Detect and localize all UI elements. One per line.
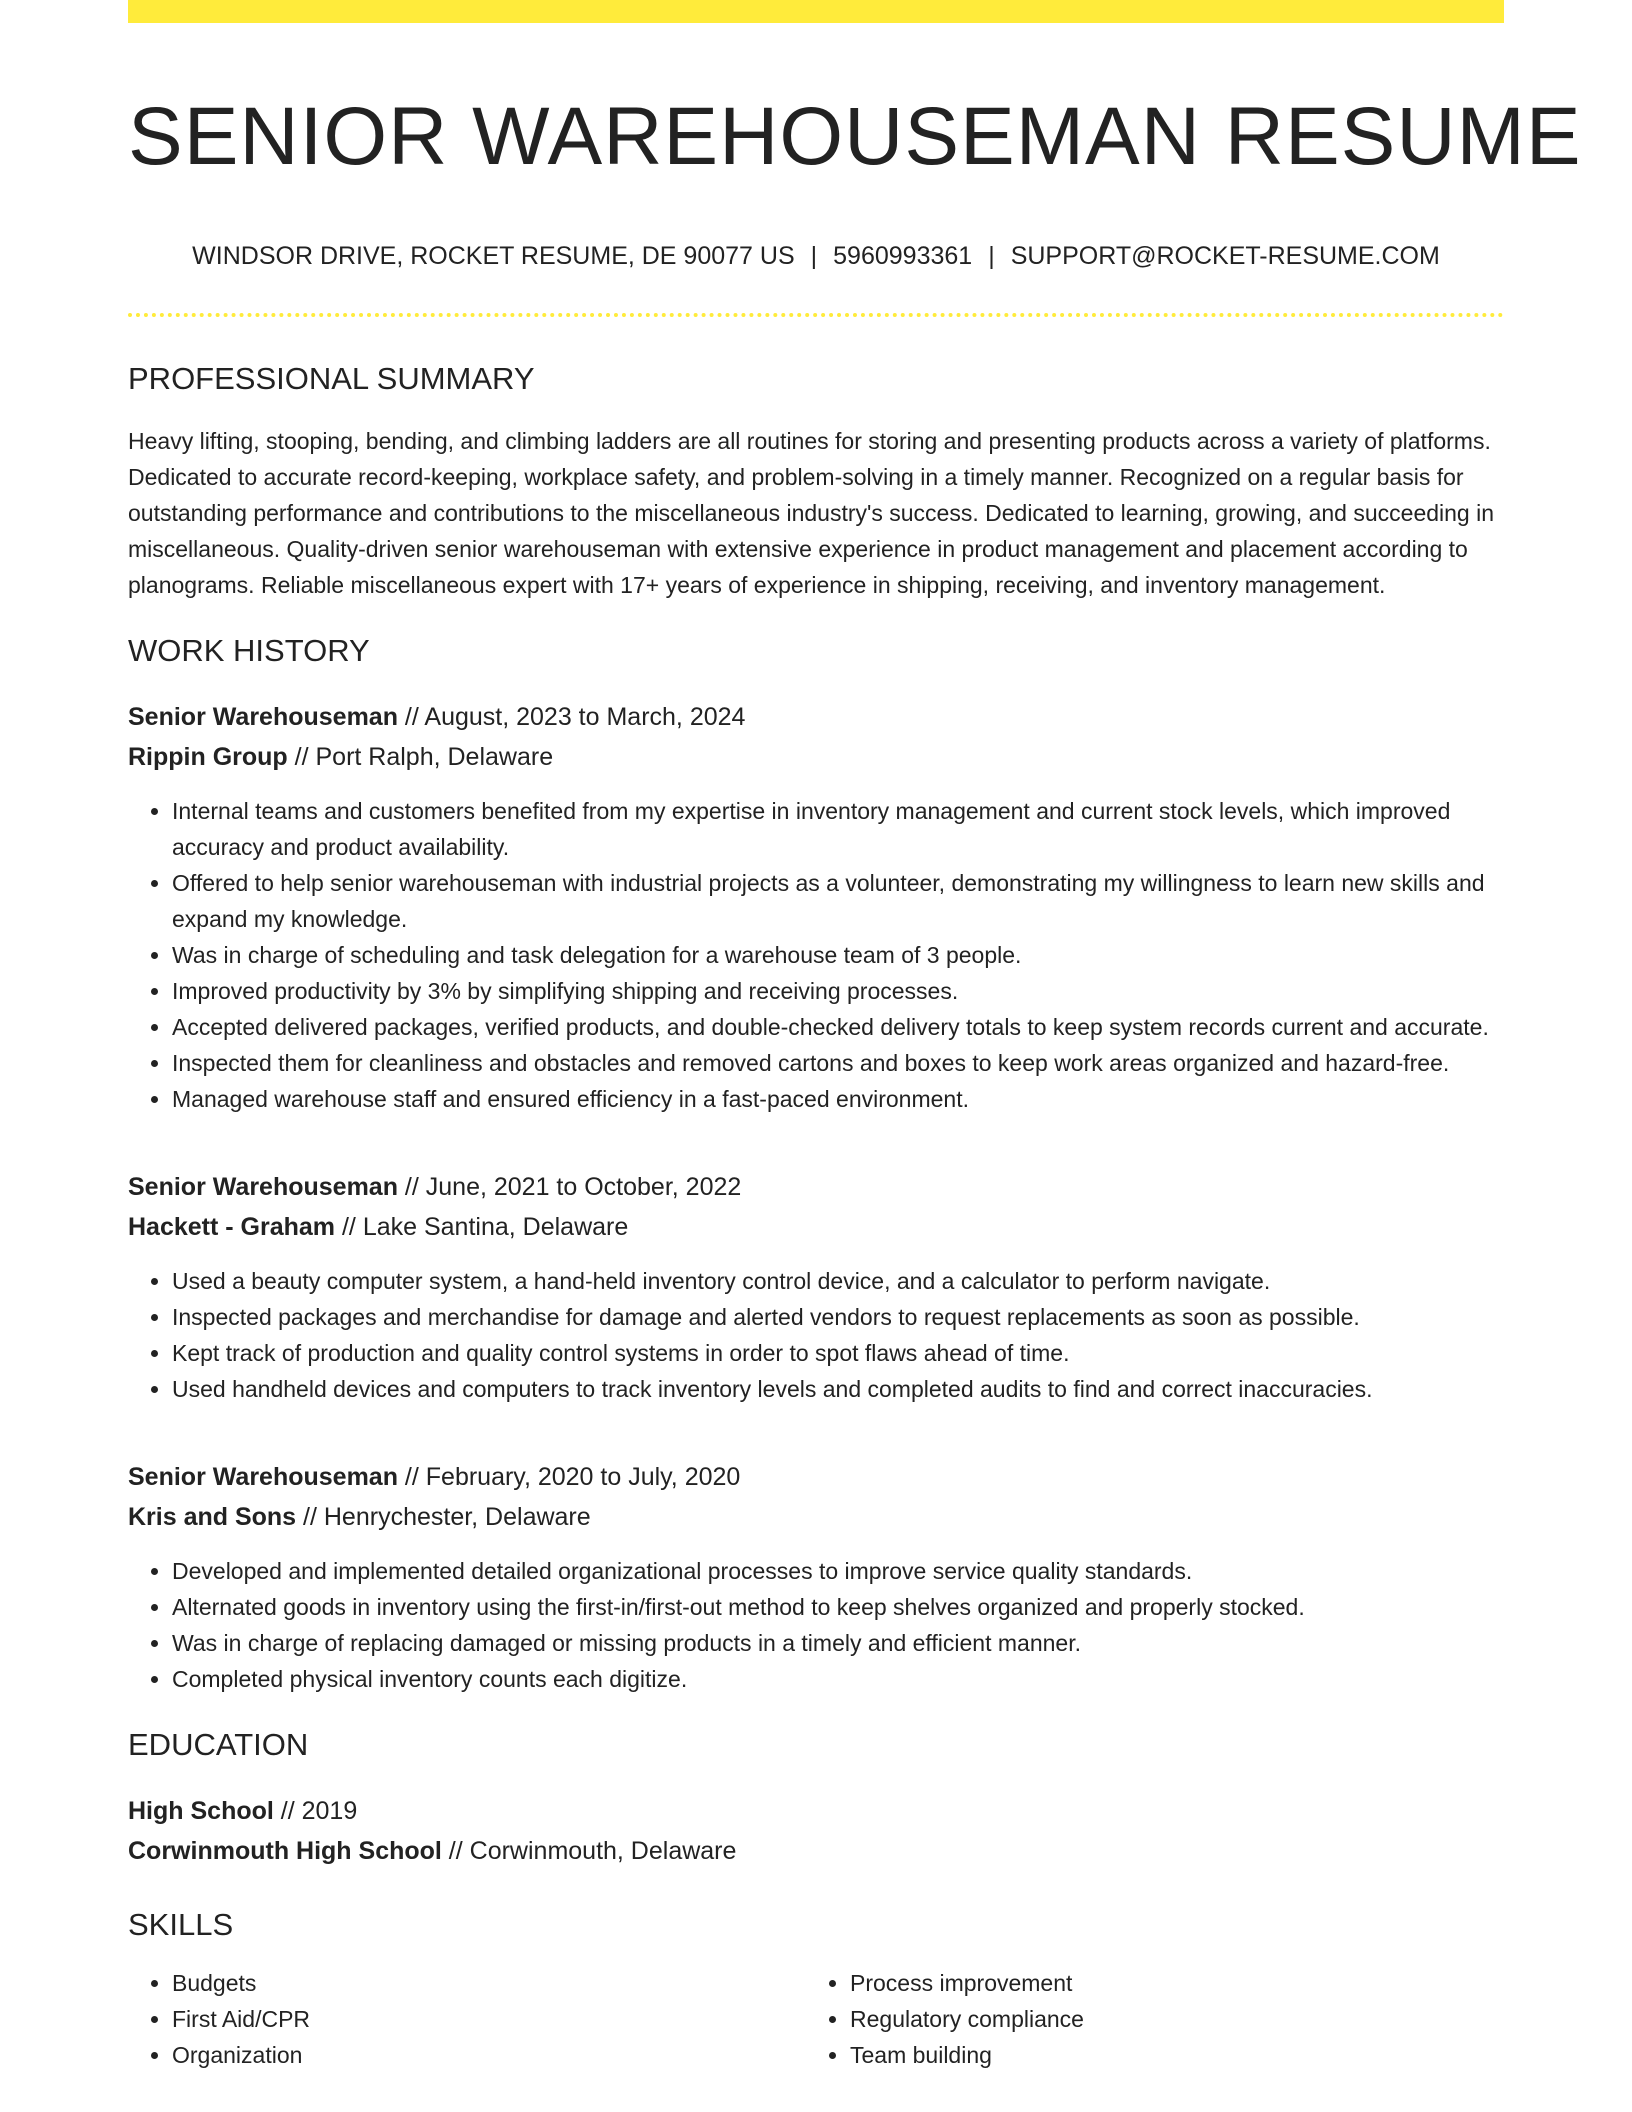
dotted-divider [128,313,1504,317]
job-entry [128,697,1504,1117]
address-text: WINDSOR DRIVE, ROCKET RESUME, DE 90077 US [192,242,795,270]
job-entry [128,1167,1504,1407]
summary-text: Heavy lifting, stooping, bending, and climbing ladders are all routines for storing and presenting products across a variety of platforms. Dedicated to accurate record-keeping, workplace safety, and problem-solving in a timely manner. Recognized on a regular basis for outstanding performance and contributions to the miscellaneous industry's success. Dedicated to learning, growing, and succeeding in miscellaneous. Quality-driven senior warehouseman with extensive experience in product management and placement according to planograms. Reliable miscellaneous expert with 17+ years of experience in shipping, receiving, and inventory management. [128,428,1495,598]
school-line [128,1831,1504,1871]
skills-heading: SKILLS [128,1907,234,1942]
school-location: // Corwinmouth, Delaware [441,1837,737,1865]
job-bullets [128,1263,1504,1407]
job-company-line [128,1207,1504,1247]
skills-columns [128,1965,1504,2073]
list-item: • Accepted delivered packages, verified products, and double-checked delivery totals to keep system records current and accurate. [172,1009,1504,1045]
list-item: • Managed warehouse staff and ensured efficiency in a fast-paced environment. [172,1081,1504,1117]
job-company-line [128,737,1504,777]
contact-line [128,241,1504,271]
resume-title: SENIOR WAREHOUSEMAN RESUME [128,91,1582,182]
list-item: • Was in charge of scheduling and task delegation for a warehouse team of 3 people. [172,937,1504,973]
job-title-line [128,1167,1504,1207]
company-name: Kris and Sons [128,1503,297,1531]
list-item: • Offered to help senior warehouseman with industrial projects as a volunteer, demonstrating my willingness to learn new skills and expand my knowledge. [172,865,1504,937]
education-entry [128,1791,1504,1871]
job-bullets [128,793,1504,1117]
degree: High School [128,1797,274,1825]
list-item: • Used a beauty computer system, a hand-held inventory control device, and a calculator to perform navigate. [172,1263,1504,1299]
job-dates: // February, 2020 to July, 2020 [397,1463,741,1491]
list-item: • Organization [172,2037,806,2073]
list-item: • Regulatory compliance [850,2001,1484,2037]
list-item: • Improved productivity by 3% by simplifying shipping and receiving processes. [172,973,1504,1009]
email-text: SUPPORT@ROCKET-RESUME.COM [1010,242,1440,270]
job-bullets [128,1553,1504,1697]
list-item: • Process improvement [850,1965,1484,2001]
job-company-line [128,1497,1504,1537]
list-item: • Internal teams and customers benefited from my expertise in inventory management and current stock levels, which improved accuracy and product availability. [172,793,1504,865]
contact-separator: | [988,242,995,270]
skills-list-left [128,1965,806,2073]
list-item: • Was in charge of replacing damaged or missing products in a timely and efficient manner. [172,1625,1504,1661]
list-item: • First Aid/CPR [172,2001,806,2037]
company-location: // Lake Santina, Delaware [335,1213,629,1241]
list-item: • Inspected them for cleanliness and obstacles and removed cartons and boxes to keep work areas organized and hazard-free. [172,1045,1504,1081]
resume-page [128,0,1582,2073]
school-name: Corwinmouth High School [128,1837,442,1865]
job-title-line [128,1457,1504,1497]
list-item: • Completed physical inventory counts each digitize. [172,1661,1504,1697]
work-history-heading: WORK HISTORY [128,633,370,668]
job-entry [128,1457,1504,1697]
contact-separator: | [810,242,818,270]
job-title: Senior Warehouseman [128,1463,398,1491]
summary-heading: PROFESSIONAL SUMMARY [128,361,535,396]
company-name: Rippin Group [128,743,288,771]
list-item: • Inspected packages and merchandise for damage and alerted vendors to request replacements as soon as possible. [172,1299,1504,1335]
graduation-year: // 2019 [273,1797,358,1825]
company-name: Hackett - Graham [128,1213,336,1241]
list-item: • Developed and implemented detailed organizational processes to improve service quality standards. [172,1553,1504,1589]
list-item: • Team building [850,2037,1484,2073]
job-title-line [128,697,1504,737]
accent-top-bar [128,0,1504,23]
job-title: Senior Warehouseman [128,1173,398,1201]
job-dates: // August, 2023 to March, 2024 [397,703,746,731]
company-location: // Port Ralph, Delaware [287,743,554,771]
phone-text: 5960993361 [833,242,973,270]
education-heading: EDUCATION [128,1727,309,1762]
skills-list-right [806,1965,1484,2073]
list-item: • Kept track of production and quality control systems in order to spot flaws ahead of time. [172,1335,1504,1371]
list-item: • Alternated goods in inventory using the first-in/first-out method to keep shelves organized and properly stocked. [172,1589,1504,1625]
company-location: // Henrychester, Delaware [296,1503,591,1531]
job-dates: // June, 2021 to October, 2022 [397,1173,742,1201]
degree-line [128,1791,1504,1831]
list-item: • Budgets [172,1965,806,2001]
list-item: • Used handheld devices and computers to track inventory levels and completed audits to find and correct inaccuracies. [172,1371,1504,1407]
job-title: Senior Warehouseman [128,703,398,731]
